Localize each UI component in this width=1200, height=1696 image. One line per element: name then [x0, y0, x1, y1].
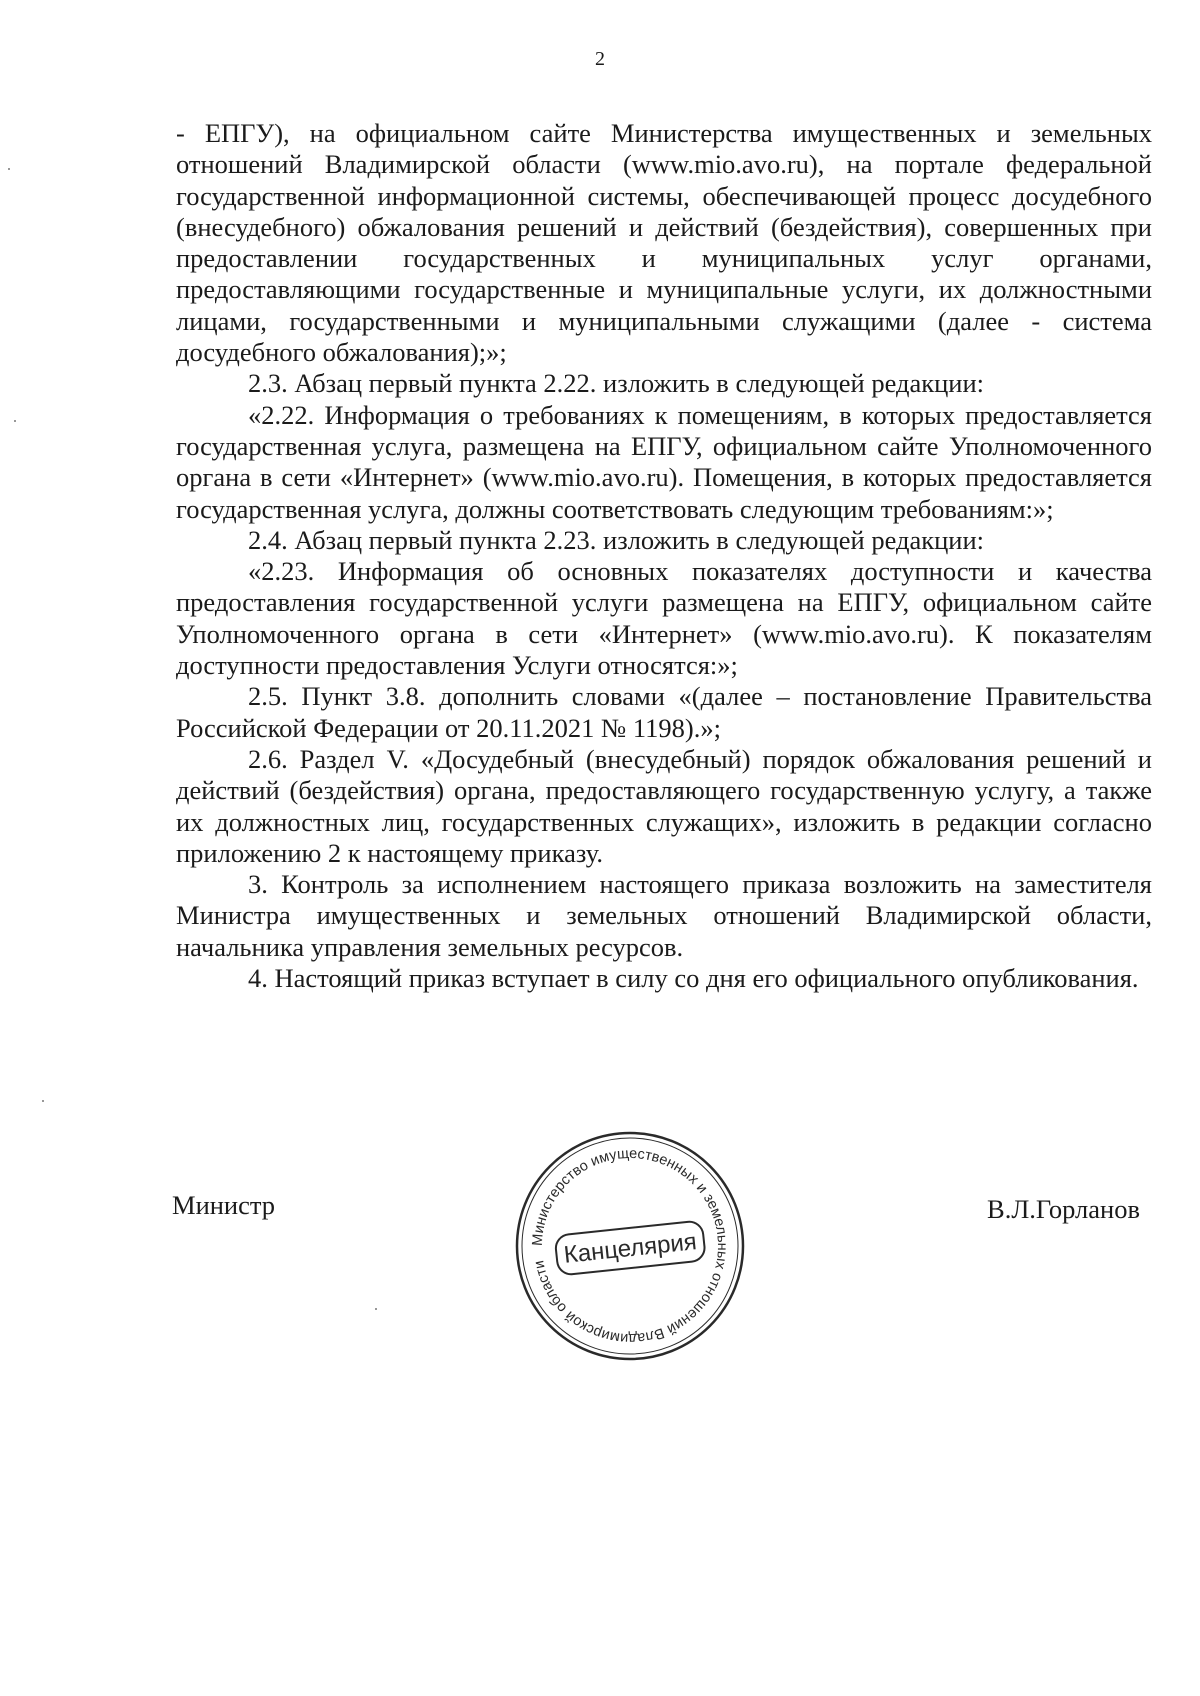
paragraph-2-4: 2.4. Абзац первый пункта 2.23. изложить в следующей редакции:: [248, 524, 985, 555]
office-stamp: [512, 1128, 748, 1364]
scan-speck: [14, 420, 16, 422]
signatory-position: Министр: [172, 1190, 276, 1220]
paragraph-2-3: 2.3. Абзац первый пункта 2.22. изложить в следующей редакции:: [248, 368, 985, 399]
paragraph-2-23-quote: «2.23. Информация об основных показателях доступности и качества предоставления государственной услуги размещена на ЕПГУ, официальном сайте Уполномоченного органа в сети «Интернет» (www.mio.avo.ru). К показателям доступности предоставления Услуги относятся:»;: [176, 556, 1152, 681]
paragraph-2-5: 2.5. Пункт 3.8. дополнить словами «(далее – постановление Правительства Российской Федерации от 20.11.2021 № 1198).»;: [176, 681, 1152, 743]
paragraph-4: 4. Настоящий приказ вступает в силу со дня его официального опубликования.: [248, 963, 1139, 994]
scan-speck: [8, 168, 10, 170]
stamp-ring-text: Министерство имущественных и земельных отношений Владимирской области: [529, 1145, 731, 1347]
scan-speck: [375, 1308, 377, 1310]
paragraph-continuation: - ЕПГУ), на официальном сайте Министерства имущественных и земельных отношений Владимирской области (www.mio.avo.ru), на портале федеральной государственной информационной системы, обеспечивающей процесс досудебного (внесудебного) обжалования решений и действий (бездействия), совершенных при предоставлении государственных и муниципальных услуг органами, предоставляющими государственные и муниципальные услуги, их должностными лицами, государственными и муниципальными служащими (далее - система досудебного обжалования);»;: [176, 118, 1152, 368]
signatory-name: В.Л.Горланов: [987, 1194, 1140, 1224]
document-body: [176, 118, 1152, 994]
stamp-graphic: [512, 1128, 748, 1364]
paragraph-2-6: 2.6. Раздел V. «Досудебный (внесудебный) порядок обжалования решений и действий (бездействия) органа, предоставляющего государственную услугу, а также их должностных лиц, государственных служащих», изложить в редакции согласно приложению 2 к настоящему приказу.: [176, 743, 1152, 868]
scan-speck: [42, 1100, 44, 1102]
paragraph-2-22-quote: «2.22. Информация о требованиях к помещениям, в которых предоставляется государственная услуга, размещена на ЕПГУ, официальном сайте Уполномоченного органа в сети «Интернет» (www.mio.avo.ru). Помещения, в которых предоставляется государственная услуга, должны соответствовать следующим требованиям:»;: [176, 399, 1152, 524]
stamp-center-text: Канцелярия: [562, 1228, 698, 1269]
page-number: 2: [595, 48, 605, 70]
paragraph-3: 3. Контроль за исполнением настоящего приказа возложить на заместителя Министра имущественных и земельных отношений Владимирской области, начальника управления земельных ресурсов.: [176, 869, 1152, 962]
